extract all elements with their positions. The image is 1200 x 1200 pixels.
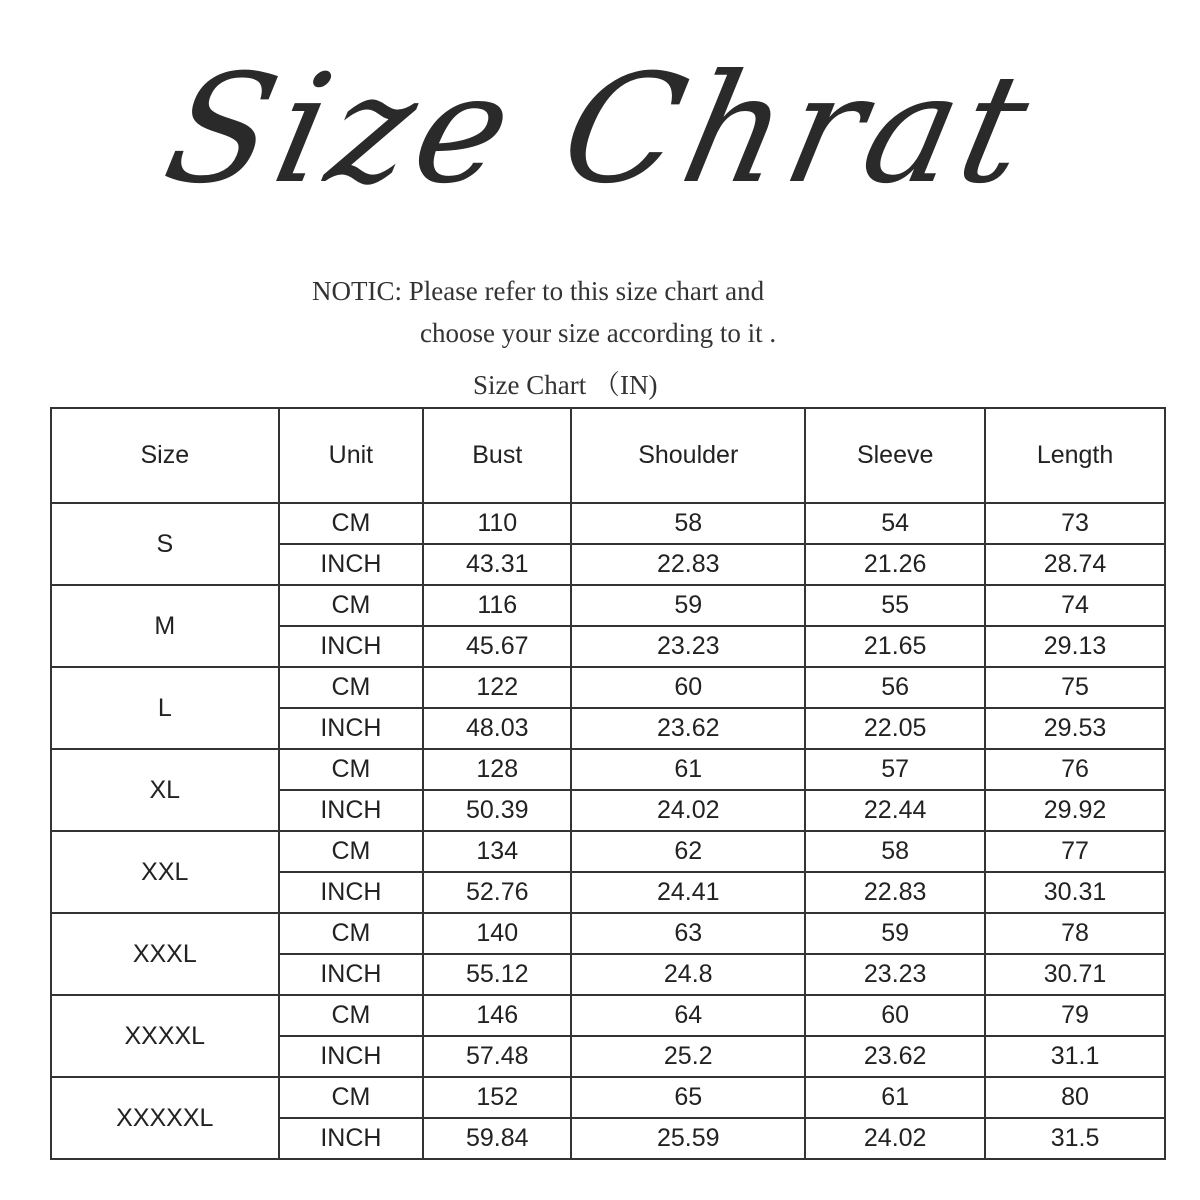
value-cell: 22.44 (805, 790, 985, 831)
table-row (51, 831, 1165, 872)
value-cell: 55.12 (423, 954, 571, 995)
value-cell: 23.62 (571, 708, 805, 749)
value-cell: 122 (423, 667, 571, 708)
unit-cell: CM (279, 1077, 424, 1118)
unit-cell: CM (279, 831, 424, 872)
value-cell: 140 (423, 913, 571, 954)
value-cell: 76 (985, 749, 1165, 790)
column-header: Sleeve (805, 408, 985, 503)
value-cell: 54 (805, 503, 985, 544)
value-cell: 60 (805, 995, 985, 1036)
unit-cell: CM (279, 749, 424, 790)
value-cell: 62 (571, 831, 805, 872)
unit-cell: INCH (279, 872, 424, 913)
value-cell: 61 (805, 1077, 985, 1118)
value-cell: 78 (985, 913, 1165, 954)
size-cell: XXL (51, 831, 279, 913)
table-row (51, 913, 1165, 954)
value-cell: 63 (571, 913, 805, 954)
value-cell: 58 (571, 503, 805, 544)
value-cell: 23.23 (571, 626, 805, 667)
column-header: Shoulder (571, 408, 805, 503)
value-cell: 45.67 (423, 626, 571, 667)
value-cell: 50.39 (423, 790, 571, 831)
unit-cell: CM (279, 667, 424, 708)
value-cell: 23.23 (805, 954, 985, 995)
table-row (51, 585, 1165, 626)
notice-line-1: NOTIC: Please refer to this size chart and (312, 276, 765, 306)
table-row (51, 749, 1165, 790)
value-cell: 80 (985, 1077, 1165, 1118)
value-cell: 22.05 (805, 708, 985, 749)
table-row (51, 667, 1165, 708)
size-cell: L (51, 667, 279, 749)
unit-cell: INCH (279, 544, 424, 585)
column-header: Length (985, 408, 1165, 503)
value-cell: 79 (985, 995, 1165, 1036)
unit-cell: INCH (279, 954, 424, 995)
value-cell: 57.48 (423, 1036, 571, 1077)
value-cell: 128 (423, 749, 571, 790)
value-cell: 60 (571, 667, 805, 708)
value-cell: 21.26 (805, 544, 985, 585)
unit-cell: CM (279, 995, 424, 1036)
value-cell: 29.53 (985, 708, 1165, 749)
table-row (51, 503, 1165, 544)
value-cell: 74 (985, 585, 1165, 626)
value-cell: 31.1 (985, 1036, 1165, 1077)
table-row (51, 995, 1165, 1036)
unit-cell: INCH (279, 1118, 424, 1159)
value-cell: 22.83 (805, 872, 985, 913)
value-cell: 110 (423, 503, 571, 544)
value-cell: 29.13 (985, 626, 1165, 667)
value-cell: 146 (423, 995, 571, 1036)
value-cell: 52.76 (423, 872, 571, 913)
value-cell: 21.65 (805, 626, 985, 667)
column-header: Unit (279, 408, 424, 503)
size-cell: XXXXL (51, 995, 279, 1077)
subtitle: Size Chart （IN) (473, 370, 658, 400)
value-cell: 61 (571, 749, 805, 790)
value-cell: 30.71 (985, 954, 1165, 995)
size-cell: XXXL (51, 913, 279, 995)
value-cell: 24.02 (805, 1118, 985, 1159)
value-cell: 24.8 (571, 954, 805, 995)
size-cell: S (51, 503, 279, 585)
unit-cell: INCH (279, 790, 424, 831)
value-cell: 25.59 (571, 1118, 805, 1159)
value-cell: 73 (985, 503, 1165, 544)
unit-cell: INCH (279, 626, 424, 667)
size-table (50, 407, 1166, 1160)
value-cell: 56 (805, 667, 985, 708)
header-row (51, 408, 1165, 503)
value-cell: 65 (571, 1077, 805, 1118)
value-cell: 23.62 (805, 1036, 985, 1077)
value-cell: 152 (423, 1077, 571, 1118)
value-cell: 57 (805, 749, 985, 790)
table-row (51, 1077, 1165, 1118)
value-cell: 77 (985, 831, 1165, 872)
value-cell: 116 (423, 585, 571, 626)
unit-cell: CM (279, 913, 424, 954)
value-cell: 28.74 (985, 544, 1165, 585)
value-cell: 64 (571, 995, 805, 1036)
value-cell: 31.5 (985, 1118, 1165, 1159)
title: Size Chrat (152, 43, 1048, 217)
size-cell: M (51, 585, 279, 667)
column-header: Bust (423, 408, 571, 503)
value-cell: 55 (805, 585, 985, 626)
value-cell: 59.84 (423, 1118, 571, 1159)
value-cell: 24.02 (571, 790, 805, 831)
unit-cell: CM (279, 585, 424, 626)
value-cell: 25.2 (571, 1036, 805, 1077)
size-cell: XL (51, 749, 279, 831)
size-cell: XXXXXL (51, 1077, 279, 1159)
value-cell: 43.31 (423, 544, 571, 585)
notice-line-2: choose your size according to it . (420, 318, 777, 348)
value-cell: 29.92 (985, 790, 1165, 831)
value-cell: 134 (423, 831, 571, 872)
value-cell: 75 (985, 667, 1165, 708)
value-cell: 48.03 (423, 708, 571, 749)
unit-cell: INCH (279, 1036, 424, 1077)
value-cell: 22.83 (571, 544, 805, 585)
value-cell: 58 (805, 831, 985, 872)
unit-cell: INCH (279, 708, 424, 749)
column-header: Size (51, 408, 279, 503)
value-cell: 24.41 (571, 872, 805, 913)
value-cell: 59 (571, 585, 805, 626)
value-cell: 30.31 (985, 872, 1165, 913)
unit-cell: CM (279, 503, 424, 544)
value-cell: 59 (805, 913, 985, 954)
